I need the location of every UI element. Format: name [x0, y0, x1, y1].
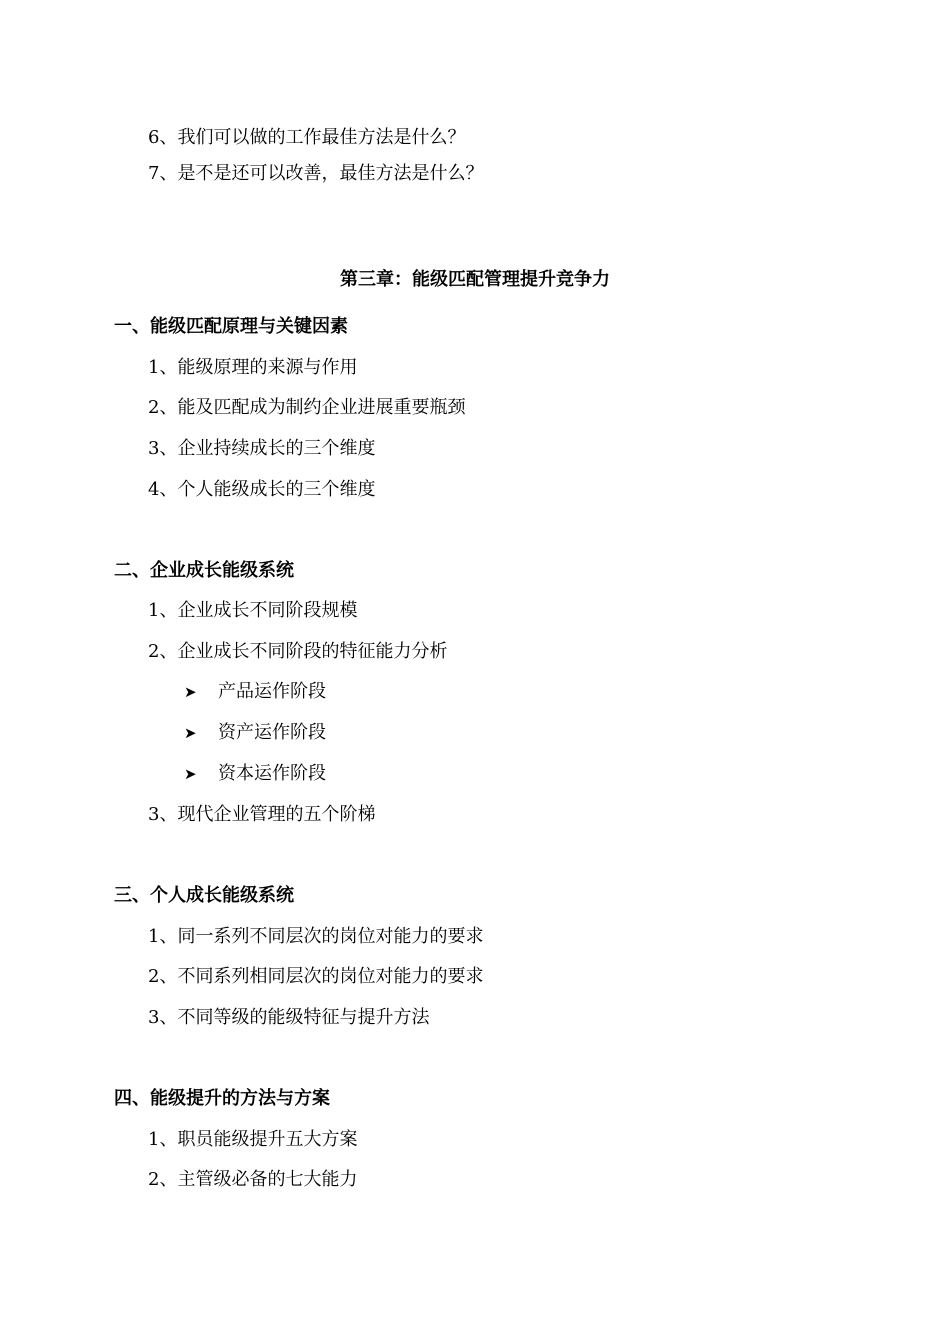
list-item: 3、现代企业管理的五个阶梯 [148, 804, 376, 825]
list-item: 1、职员能级提升五大方案 [148, 1129, 358, 1150]
intro-item: 6、我们可以做的工作最佳方法是什么？ [148, 127, 466, 148]
list-item: 1、能级原理的来源与作用 [148, 357, 358, 378]
list-item: 2、不同系列相同层次的岗位对能力的要求 [148, 966, 484, 987]
list-item: 3、不同等级的能级特征与提升方法 [148, 1007, 430, 1028]
bullet-label: 产品运作阶段 [218, 681, 326, 702]
bullet-item [184, 721, 326, 745]
list-item: 2、能及匹配成为制约企业进展重要瓶颈 [148, 397, 466, 418]
chapter-title: 第三章：能级匹配管理提升竞争力 [340, 269, 610, 290]
arrow-bullet-icon: ➤ [184, 683, 197, 701]
arrow-bullet-icon: ➤ [184, 724, 197, 742]
section-heading: 四、能级提升的方法与方案 [114, 1088, 330, 1109]
bullet-label: 资本运作阶段 [218, 763, 326, 784]
intro-item: 7、是不是还可以改善，最佳方法是什么？ [148, 163, 484, 184]
bullet-item [184, 680, 326, 704]
section-heading: 三、个人成长能级系统 [114, 885, 294, 906]
list-item: 3、企业持续成长的三个维度 [148, 438, 376, 459]
list-item: 4、个人能级成长的三个维度 [148, 479, 376, 500]
bullet-item [184, 762, 326, 786]
list-item: 1、企业成长不同阶段规模 [148, 600, 358, 621]
section-heading: 二、企业成长能级系统 [114, 560, 294, 581]
list-item: 2、企业成长不同阶段的特征能力分析 [148, 641, 448, 662]
section-heading: 一、能级匹配原理与关键因素 [114, 316, 348, 337]
list-item: 1、同一系列不同层次的岗位对能力的要求 [148, 926, 484, 947]
list-item: 2、主管级必备的七大能力 [148, 1169, 358, 1190]
bullet-label: 资产运作阶段 [218, 722, 326, 743]
arrow-bullet-icon: ➤ [184, 765, 197, 783]
